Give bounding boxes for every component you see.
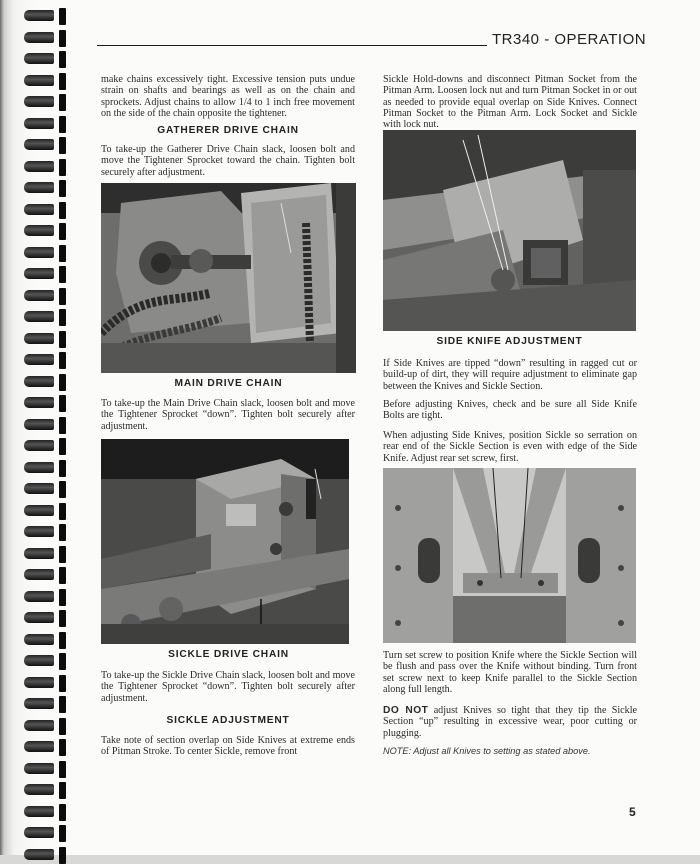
ring-coil [24,462,54,473]
sickle-drive-chain-caption: SICKLE DRIVE CHAIN [168,649,289,660]
main-drive-chain-text: To take-up the Main Drive Chain slack, loosen bolt and move the Tightener Sprocket “down”. Tighten bolt securely after adjustment. [101,398,355,432]
do-not-label: DO NOT [383,705,429,716]
binding-ring [24,634,64,648]
binding-ring [24,10,64,24]
punch-hole [59,675,66,692]
sickle-adjustment-text: Take note of section overlap on Side Knives at extreme ends of Pitman Stroke. To center Sickle, remove front [101,735,355,758]
ring-coil [24,32,54,43]
punch-hole [59,546,66,563]
main-drive-chain-caption: MAIN DRIVE CHAIN [174,378,283,389]
sickle-drive-chain-text: To take-up the Sickle Drive Chain slack, loosen bolt and move the Tightener Sprocket “down”. Tighten bolt securely after adjustment. [101,670,355,704]
ring-coil [24,526,54,537]
punch-hole [59,94,66,111]
ring-coil [24,763,54,774]
binding-ring [24,75,64,89]
binding-ring [24,204,64,218]
punch-hole [59,589,66,606]
punch-hole [59,653,66,670]
ring-coil [24,247,54,258]
set-screw-text: Turn set screw to position Knife where the Sickle Section will be flush and pass over the Knife without binding. Turn front set screw next to keep Knife parallel to the Sickle Section along full length. [383,650,637,695]
binding-ring [24,548,64,562]
ring-coil [24,827,54,838]
ring-coil [24,376,54,387]
binding-ring [24,440,64,454]
ring-coil [24,806,54,817]
binding-ring [24,419,64,433]
punch-hole [59,739,66,756]
ring-coil [24,354,54,365]
header-rule [97,45,487,46]
note-text: NOTE: Adjust all Knives to setting as stated above. [383,746,591,756]
side-knife-text-3: When adjusting Side Knives, position Sickle so serration on rear end of the Sickle Section is even with edge of the Side Knife. Adjust rear set screw, first. [383,430,637,464]
ring-coil [24,784,54,795]
punch-hole [59,245,66,262]
binding-ring [24,483,64,497]
ring-coil [24,397,54,408]
do-not-warning [383,705,637,739]
punch-hole [59,718,66,735]
punch-hole [59,159,66,176]
punch-hole [59,309,66,326]
ring-coil [24,720,54,731]
ring-coil [24,53,54,64]
binding-ring [24,569,64,583]
binding-ring [24,354,64,368]
binding-ring [24,333,64,347]
ring-coil [24,268,54,279]
binding-ring [24,763,64,777]
ring-coil [24,161,54,172]
binding-ring [24,591,64,605]
punch-hole [59,438,66,455]
punch-hole [59,180,66,197]
gatherer-drive-chain-text: To take-up the Gatherer Drive Chain slack, loosen bolt and move the Tightener Sprocket toward the chain. Tighten bolt securely after adjustment. [101,144,355,178]
binding-ring [24,397,64,411]
page-header: TR340 - OPERATION [492,31,647,48]
main-drive-chain-image [101,183,356,373]
punch-hole [59,804,66,821]
punch-hole [59,610,66,627]
punch-hole [59,847,66,864]
ring-coil [24,569,54,580]
ring-coil [24,118,54,129]
sickle-drive-chain-image [101,439,349,644]
punch-hole [59,137,66,154]
side-knife-text-2: Before adjusting Knives, check and be sure all Side Knife Bolts are tight. [383,399,637,422]
intro-paragraph: make chains excessively tight. Excessive tension puts undue strain on shafts and bearings as well as on the chain and sprockets. Adjust chains to allow 1/4 to 1 inch free movement on the side of the chain opposite the tightener. [101,74,355,119]
pitman-socket-paragraph: Sickle Hold-downs and disconnect Pitman Socket from the Pitman Arm. Loosen lock nut and turn Pitman Socket in or out as needed to provide equal overlap on Side Knives. Connect Pitman Socket to the Pitman Arm. Lock Socket and Sickle with lock nut. [383,74,637,131]
do-not-text: adjust Knives so tight that they tip the Sickle Section “up” resulting in excessive wear, poor cutting or plugging. [383,705,637,739]
side-knife-adjustment-caption: SIDE KNIFE ADJUSTMENT [436,336,583,347]
punch-hole [59,266,66,283]
binding-ring [24,462,64,476]
ring-coil [24,419,54,430]
binding-ring [24,247,64,261]
ring-coil [24,96,54,107]
binding-ring [24,161,64,175]
punch-hole [59,116,66,133]
ring-coil [24,204,54,215]
binding-ring [24,376,64,390]
ring-coil [24,182,54,193]
binding-ring [24,118,64,132]
ring-coil [24,483,54,494]
punch-hole [59,223,66,240]
punch-hole [59,524,66,541]
ring-coil [24,634,54,645]
spiral-binding [0,0,95,855]
punch-hole [59,460,66,477]
ring-coil [24,612,54,623]
ring-coil [24,75,54,86]
punch-hole [59,30,66,47]
ring-coil [24,225,54,236]
ring-coil [24,591,54,602]
ring-coil [24,849,54,860]
ring-coil [24,741,54,752]
page-number: 5 [629,805,636,819]
punch-hole [59,417,66,434]
binding-ring [24,268,64,282]
ring-coil [24,548,54,559]
ring-coil [24,655,54,666]
binding-ring [24,655,64,669]
punch-hole [59,202,66,219]
binding-ring [24,827,64,841]
punch-hole [59,481,66,498]
punch-hole [59,374,66,391]
binding-ring [24,612,64,626]
binding-ring [24,698,64,712]
punch-hole [59,503,66,520]
side-knife-set-screw-photo [383,468,636,643]
sickle-adjustment-heading: SICKLE ADJUSTMENT [166,715,290,726]
ring-coil [24,10,54,21]
binding-ring [24,849,64,863]
binding-ring [24,784,64,798]
punch-hole [59,395,66,412]
punch-hole [59,696,66,713]
punch-hole [59,782,66,799]
ring-coil [24,290,54,301]
main-drive-chain-photo [101,183,356,373]
gatherer-drive-chain-heading: GATHERER DRIVE CHAIN [157,125,299,136]
binding-ring [24,526,64,540]
ring-coil [24,139,54,150]
binding-ring [24,290,64,304]
punch-hole [59,352,66,369]
ring-coil [24,677,54,688]
punch-hole [59,567,66,584]
binding-ring [24,677,64,691]
binding-ring [24,182,64,196]
binding-ring [24,53,64,67]
binding-ring [24,139,64,153]
punch-hole [59,632,66,649]
side-knife-adjustment-photo [383,130,636,331]
binding-ring [24,311,64,325]
ring-coil [24,505,54,516]
binding-ring [24,32,64,46]
side-knife-set-screw-image [383,468,636,643]
punch-hole [59,51,66,68]
binding-ring [24,741,64,755]
binding-ring [24,96,64,110]
punch-hole [59,331,66,348]
sickle-drive-chain-photo [101,439,349,644]
ring-coil [24,440,54,451]
ring-coil [24,333,54,344]
punch-hole [59,825,66,842]
side-knife-text-1: If Side Knives are tipped “down” resulting in ragged cut or build-up of dirt, they will require adjustment to eliminate gap between the Knives and Sickle Section. [383,358,637,392]
binding-ring [24,225,64,239]
ring-coil [24,698,54,709]
binding-ring [24,720,64,734]
punch-hole [59,8,66,25]
ring-coil [24,311,54,322]
binding-ring [24,505,64,519]
punch-hole [59,761,66,778]
side-knife-adjustment-image [383,130,636,331]
punch-hole [59,288,66,305]
binding-ring [24,806,64,820]
punch-hole [59,73,66,90]
